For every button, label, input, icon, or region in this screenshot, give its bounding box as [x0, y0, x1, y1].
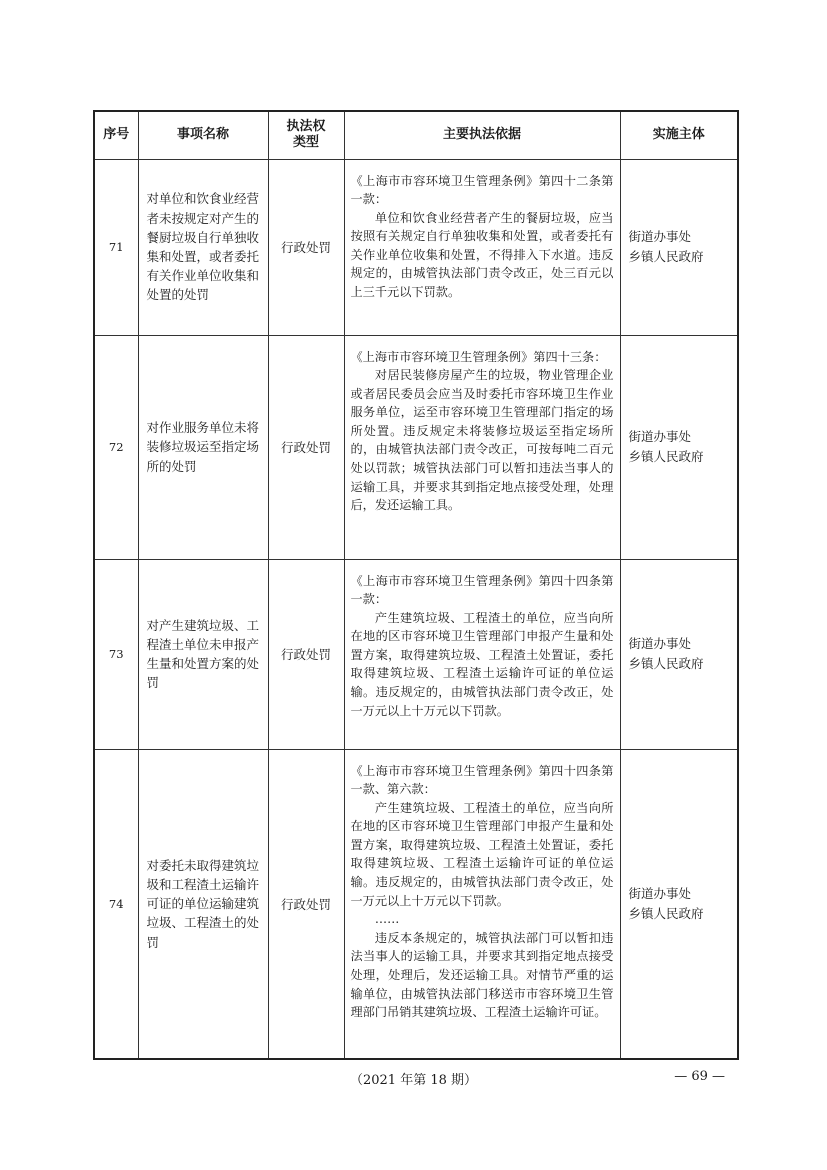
implementing-body — [620, 749, 738, 1059]
implementing-body — [620, 159, 738, 335]
basis-title: 《上海市市容环境卫生管理条例》第四十四条第一款、第六款： — [350, 763, 614, 797]
item-name: 对委托未取得建筑垃圾和工程渣土运输许可证的单位运输建筑垃圾、工程渣土的处罚 — [138, 749, 268, 1059]
subject-line-2: 乡镇人民政府 — [628, 656, 704, 671]
row-number: 72 — [94, 335, 138, 559]
basis-text: 产生建筑垃圾、工程渣土的单位，应当向所在地的区市容环境卫生管理部门申报产生量和处置方案，取得建筑垃圾、工程渣土处置证，委托取得建筑垃圾、工程渣土运输许可证的单位运输。违反规定的，由城管执法部门责令改正，处一万元以上十万元以下罚款。 — [350, 800, 614, 908]
subject-line-2: 乡镇人民政府 — [628, 249, 704, 264]
item-name: 对产生建筑垃圾、工程渣土单位未申报产生量和处置方案的处罚 — [138, 559, 268, 749]
basis-title: 《上海市市容环境卫生管理条例》第四十四条第一款： — [350, 573, 614, 607]
header-item-name: 事项名称 — [138, 111, 268, 159]
subject-line-1: 街道办事处 — [628, 885, 692, 901]
enforcement-items-table — [93, 110, 739, 1060]
basis-text: 对居民装修房屋产生的垃圾，物业管理企业或者居民委员会应当及时委托市容环境卫生作业服务单位，运至市容环境卫生管理部门指定的场所处置。违反规定未将装修垃圾运至指定场所的，由城管执法部门责令改正，可按每吨二百元处以罚款；城管执法部门可以暂扣违法当事人的运输工具，并要求其到指定地点接受处理，处理后，发还运输工具。 — [350, 368, 614, 513]
basis-title: 《上海市市容环境卫生管理条例》第四十三条： — [350, 349, 607, 364]
authority-type: 行政处罚 — [268, 559, 344, 749]
legal-basis — [344, 159, 620, 335]
subject-line-1: 街道办事处 — [628, 636, 692, 651]
subject-line-2: 乡镇人民政府 — [628, 905, 704, 921]
page-number: — 69 — — [674, 1069, 725, 1084]
table-row — [94, 335, 738, 559]
implementing-body — [620, 335, 738, 559]
table-header-row — [94, 111, 738, 159]
basis-title: 《上海市市容环境卫生管理条例》第四十二条第一款： — [350, 173, 614, 207]
subject-line-1: 街道办事处 — [628, 429, 692, 444]
header-legal-basis: 主要执法依据 — [344, 111, 620, 159]
header-number: 序号 — [94, 111, 138, 159]
legal-basis — [344, 335, 620, 559]
legal-basis — [344, 749, 620, 1059]
subject-line-1: 街道办事处 — [628, 229, 692, 244]
basis-text: 单位和饮食业经营者产生的餐厨垃圾，应当按照有关规定自行单独收集和处置，或者委托有关作业单位收集和处置，不得排入下水道。违反规定的，由城管执法部门责令改正，处三百元以上三千元以下罚款。 — [350, 210, 614, 300]
item-name: 对作业服务单位未将装修垃圾运至指定场所的处罚 — [138, 335, 268, 559]
item-name: 对单位和饮食业经营者未按规定对产生的餐厨垃圾自行单独收集和处置，或者委托有关作业单位收集和处置的处罚 — [138, 159, 268, 335]
authority-type: 行政处罚 — [268, 749, 344, 1059]
issue-label: （2021 年第 18 期） — [349, 1073, 478, 1088]
row-number: 74 — [94, 749, 138, 1059]
implementing-body — [620, 559, 738, 749]
basis-text: 产生建筑垃圾、工程渣土的单位，应当向所在地的区市容环境卫生管理部门申报产生量和处置方案，取得建筑垃圾、工程渣土处置证，委托取得建筑垃圾、工程渣土运输许可证的单位运输。违反规定的，由城管执法部门责令改正，处一万元以上十万元以下罚款。 — [350, 610, 614, 718]
table-row — [94, 559, 738, 749]
basis-text-2: 违反本条规定的，城管执法部门可以暂扣违法当事人的运输工具，并要求其到指定地点接受处理，处理后，发还运输工具。对情节严重的运输单位，由城管执法部门移送市市容环境卫生管理部门吊销其建筑垃圾、工程渣土运输许可证。 — [350, 930, 614, 1020]
subject-line-2: 乡镇人民政府 — [628, 449, 704, 464]
row-number: 71 — [94, 159, 138, 335]
authority-type: 行政处罚 — [268, 159, 344, 335]
table-row — [94, 159, 738, 335]
authority-type: 行政处罚 — [268, 335, 344, 559]
basis-ellipsis: …… — [374, 912, 400, 927]
header-implementing-body: 实施主体 — [620, 111, 738, 159]
table-row — [94, 749, 738, 1059]
row-number: 73 — [94, 559, 138, 749]
legal-basis — [344, 559, 620, 749]
header-authority-type: 执法权 类型 — [268, 111, 344, 159]
